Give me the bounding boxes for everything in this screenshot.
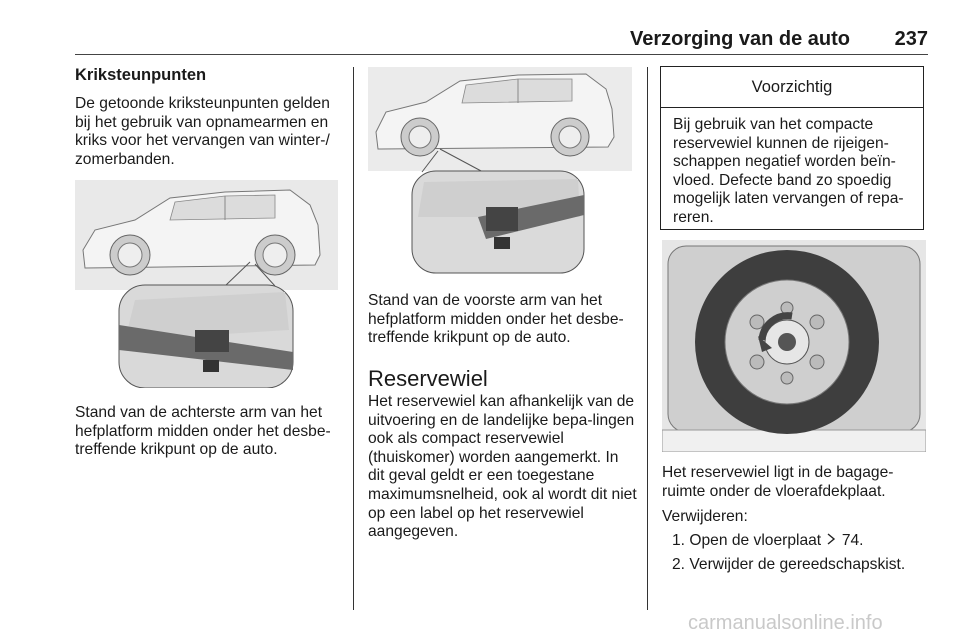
suv-rear-arm-svg [75, 180, 338, 388]
page-number: 237 [894, 28, 928, 50]
spare-wheel-body: Het reservewiel kan afhankelijk van de uitvoering en de landelijke bepa-lingen ook als compact reservewiel (thuiskomer) worden aangemerkt. In dit geval geldt er een toegestane maximumsnelheid, ook al wordt dit niet op een label op het reservewiel aangegeven. [368, 393, 637, 541]
removal-label: Verwijderen: [662, 508, 748, 525]
removal-step-1 [672, 532, 864, 551]
spare-wheel-location: Het reservewiel ligt in de bagage-ruimte onder de vloerafdekplaat. [662, 464, 894, 500]
spare-wheel-illustration [662, 240, 926, 452]
watermark-footer: carmanualsonline.info [688, 612, 883, 634]
rear-jack-point-illustration [75, 180, 338, 388]
front-jack-point-illustration [368, 67, 632, 277]
front-arm-caption: Stand van de voorste arm van het hefplatform midden onder het desbe-treffende krikpunt op de auto. [368, 292, 624, 347]
caution-box [660, 66, 924, 230]
page-reference-arrow-icon[interactable] [825, 532, 837, 551]
caution-body: Bij gebruik van het compacte reservewiel kunnen de rijeigen-schappen negatief worden beïn-vloed. Defecte band zo spoedig mogelijk laten vervangen of repa-reren. [673, 116, 904, 226]
step-number: 2. [672, 556, 686, 573]
section-heading-jack-points: Kriksteunpunten [75, 66, 207, 84]
jack-points-intro: De getoonde kriksteunpunten gelden bij het gebruik van opnamearmen en kriks voor het vervangen van winter-/ zomerbanden. [75, 95, 330, 168]
rear-arm-caption: Stand van de achterste arm van het hefplatform midden onder het desbe-treffende krikpunt op de auto. [75, 404, 331, 459]
suv-front-arm-svg [368, 67, 632, 277]
spare-wheel-svg [662, 240, 926, 452]
step-text: Open de vloerplaat [689, 532, 822, 549]
step-text: Verwijder de gereedschapskist. [689, 556, 906, 573]
header-divider [75, 54, 928, 55]
page-header-title: Verzorging van de auto [629, 28, 850, 50]
column-divider-2 [647, 67, 648, 610]
column-divider-1 [353, 67, 354, 610]
step-number: 1. [672, 532, 686, 549]
section-heading-spare-wheel: Reservewiel [368, 366, 488, 391]
removal-step-2 [672, 556, 905, 575]
caution-title: Voorzichtig [661, 67, 923, 108]
step-page-reference[interactable]: 74. [841, 532, 864, 549]
